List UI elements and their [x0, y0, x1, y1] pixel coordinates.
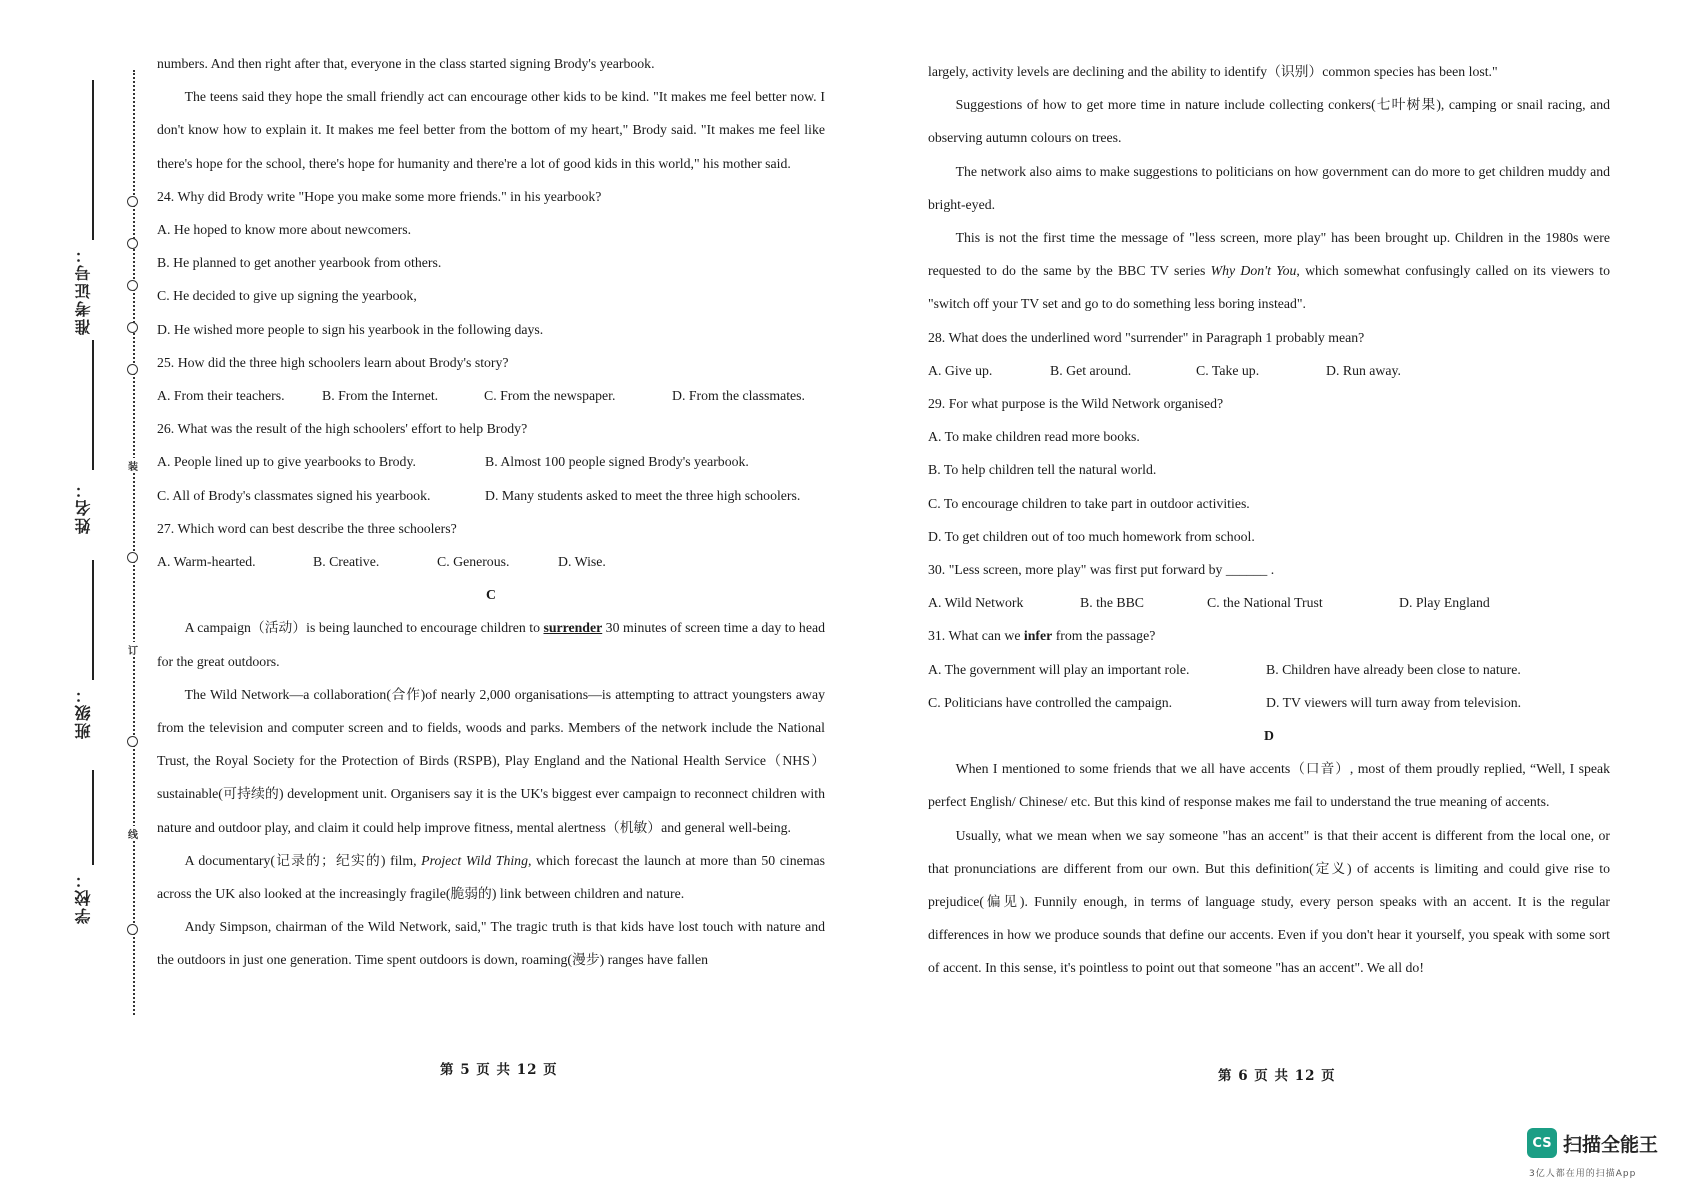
- school-line: [92, 770, 94, 865]
- q24-option-c: C. He decided to give up signing the yearbook,: [157, 288, 417, 304]
- q28-option-c: C. Take up.: [1196, 362, 1260, 378]
- q29-option-d: D. To get children out of too much homework from school.: [928, 528, 1255, 544]
- id-number-line: [92, 80, 94, 240]
- binding-hole: [127, 924, 138, 935]
- q24-option-a: A. He hoped to know more about newcomers.: [157, 222, 412, 238]
- cut-mark-ding: 订: [128, 642, 138, 657]
- camscanner-logo: CS: [1527, 1128, 1557, 1158]
- q28-option-d: D. Run away.: [1326, 362, 1401, 378]
- q26-option-c: C. All of Brody's classmates signed his yearbook.: [157, 487, 431, 503]
- passage-c-paragraph-2: The Wild Network—a collaboration(合作)of nearly 2,000 organisations—is attempting to attract youngsters away from the television and computer screen and to fields, woods and parks. Members of the network include the National Trust, the Royal Society for the Protection of Birds (RSPB), Play England and the National Health Service（NHS）sustainable(可持续的) development unit. Organisers say it is the UK's biggest ever campaign to reconnect children with nature and outdoor play, and claim it could help improve fitness, mental alertness（机敏）and general well-being.: [157, 686, 825, 835]
- passage-b-paragraph: The teens said they hope the small friendly act can encourage other kids to be kind. "It makes me feel better now. I don't know how to explain it. It makes me feel better from the bottom of my heart," Brody said. "It makes me feel like there's hope for the school, there's hope for humanity and there're a lot of good kids in this world," his mother said.: [157, 89, 825, 171]
- q27-option-d: D. Wise.: [558, 554, 606, 570]
- binding-margin: [0, 0, 150, 1190]
- page-footer-left: 第 5 页 共 12 页: [440, 1062, 558, 1078]
- passage-c-paragraph-7: [928, 221, 1610, 321]
- q27-stem: 27. Which word can best describe the three schoolers?: [157, 520, 457, 536]
- p7-text-post: , which somewhat confusingly called on its viewers to "switch off your TV set and go to do something less boring instead".: [928, 263, 1610, 312]
- q31-option-d: D. TV viewers will turn away from television.: [1266, 694, 1522, 710]
- q31-option-b: B. Children have already been close to nature.: [1266, 661, 1521, 677]
- q27-options: [157, 545, 825, 578]
- q28-option-b: B. Get around.: [1050, 362, 1132, 378]
- q25-option-d: D. From the classmates.: [672, 388, 805, 404]
- passage-c-paragraph-3: [157, 844, 825, 910]
- exam-id-label: 准考证号：: [74, 245, 93, 335]
- q27-option-c: C. Generous.: [437, 554, 510, 570]
- q27-option-a: A. Warm-hearted.: [157, 554, 256, 570]
- binding-hole: [127, 280, 138, 291]
- cut-mark-zhuang: 装: [128, 458, 138, 473]
- q25-stem: 25. How did the three high schoolers learn about Brody's story?: [157, 354, 509, 370]
- p3-text-pre: A documentary(记录的；纪实的) film,: [184, 852, 422, 868]
- p7-text-pre: This is not the first time the message of "less screen, more play" has been brought up. Children in the 1980s were requested to do the same by the BBC TV series: [928, 230, 1610, 279]
- q31-option-a: A. The government will play an important role.: [928, 661, 1190, 677]
- brand-tagline: 3亿人都在用的扫描App: [1529, 1169, 1637, 1179]
- passage-d-paragraph-1: When I mentioned to some friends that we all have accents（口音）, most of them proudly replied, “Well, I speak perfect English/ Chinese/ etc. But this kind of response makes me fail to understand the true meaning of accents.: [928, 761, 1610, 810]
- p1-text-pre: A campaign（活动）is being launched to encourage children to: [184, 620, 544, 636]
- page-footer-right: 第 6 页 共 12 页: [1218, 1068, 1336, 1084]
- q28-stem: 28. What does the underlined word "surrender" in Paragraph 1 probably mean?: [928, 329, 1365, 345]
- q29-stem: 29. For what purpose is the Wild Network organised?: [928, 396, 1224, 412]
- q25-options: [157, 379, 825, 412]
- q26-stem: 26. What was the result of the high schoolers' effort to help Brody?: [157, 421, 528, 437]
- q26-option-a: A. People lined up to give yearbooks to Brody.: [157, 454, 416, 470]
- underlined-word-surrender: surrender: [543, 620, 603, 636]
- q25-option-a: A. From their teachers.: [157, 388, 285, 404]
- section-c-heading: C: [486, 587, 496, 603]
- q31-options-cd: [928, 686, 1610, 719]
- q28-options: [928, 354, 1610, 387]
- q25-option-b: B. From the Internet.: [322, 388, 439, 404]
- p1-text-post: 30 minutes of screen time a day to head for the great outdoors.: [157, 620, 825, 669]
- q26-option-b: B. Almost 100 people signed Brody's yearbook.: [485, 454, 749, 470]
- class-line: [92, 560, 94, 680]
- binding-hole: [127, 196, 138, 207]
- q28-option-a: A. Give up.: [928, 362, 993, 378]
- q31-stem-bold: infer: [1023, 628, 1053, 644]
- q31-options-ab: [928, 653, 1610, 686]
- q29-option-b: B. To help children tell the natural world.: [928, 462, 1157, 478]
- binding-hole: [127, 322, 138, 333]
- passage-c-paragraph-6: The network also aims to make suggestions to politicians on how government can do more to get children muddy and bright-eyed.: [928, 163, 1610, 212]
- q30-options: [928, 586, 1610, 619]
- q31-option-c: C. Politicians have controlled the campaign.: [928, 694, 1173, 710]
- film-title: Project Wild Thing: [421, 852, 528, 868]
- passage-c-continued: largely, activity levels are declining and the ability to identify（识别）common species has been lost.": [928, 64, 1498, 79]
- q26-options-ab: [157, 445, 825, 478]
- binding-hole: [127, 736, 138, 747]
- q26-option-d: D. Many students asked to meet the three high schoolers.: [485, 487, 801, 503]
- q24-option-b: B. He planned to get another yearbook from others.: [157, 255, 442, 271]
- q29-option-c: C. To encourage children to take part in outdoor activities.: [928, 495, 1250, 511]
- q30-option-d: D. Play England: [1399, 595, 1490, 611]
- passage-d-paragraph-2: Usually, what we mean when we say someone "has an accent" is that their accent is different from the local one, or that pronunciations are different from our own. But this definition(定义) of accents is limiting and could give rise to prejudice(偏见). Funnily enough, in terms of language study, every person speaks with an accent. It is the regular differences in how we produce sounds that define our accents. Even if you don't hear it yourself, you speak with some sort of accent. In this sense, it's pointless to point out that someone "has an accent". We all do!: [928, 827, 1610, 976]
- q30-stem: 30. "Less screen, more play" was first put forward by ______ .: [928, 562, 1275, 578]
- brand-name: 扫描全能王: [1563, 1134, 1659, 1156]
- school-label: 学校：: [74, 870, 93, 924]
- name-label: 姓名：: [74, 480, 93, 534]
- passage-b-end: numbers. And then right after that, everyone in the class started signing Brody's yearbook.: [157, 56, 655, 71]
- section-d-heading: D: [1264, 728, 1274, 744]
- q27-option-b: B. Creative.: [313, 554, 380, 570]
- cut-line: [133, 70, 135, 1015]
- passage-c-paragraph-1: [157, 611, 825, 677]
- binding-hole: [127, 364, 138, 375]
- q31-stem-pre: 31. What can we: [928, 628, 1024, 644]
- q29-option-a: A. To make children read more books.: [928, 429, 1140, 445]
- tv-series-title: Why Don't You: [1210, 263, 1297, 279]
- class-label: 班级：: [74, 685, 93, 739]
- q30-option-c: C. the National Trust: [1207, 595, 1323, 611]
- p3-text-post: , which forecast the launch at more than 50 cinemas across the UK also looked at the increasingly fragile(脆弱的) link between children and nature.: [157, 852, 826, 902]
- binding-hole: [127, 552, 138, 563]
- q30-option-b: B. the BBC: [1080, 595, 1145, 611]
- binding-hole: [127, 238, 138, 249]
- q24-stem: 24. Why did Brody write "Hope you make some more friends." in his yearbook?: [157, 188, 602, 204]
- name-line: [92, 340, 94, 470]
- scanner-watermark: [1527, 1128, 1677, 1188]
- right-column: [928, 55, 1610, 985]
- passage-c-paragraph-5: Suggestions of how to get more time in nature include collecting conkers(七叶树果), camping or snail racing, and observing autumn colours on trees.: [928, 97, 1610, 146]
- q24-option-d: D. He wished more people to sign his yearbook in the following days.: [157, 321, 544, 337]
- q31-stem: [928, 619, 1610, 652]
- cut-mark-xian: 线: [128, 826, 138, 841]
- left-column: [157, 47, 825, 977]
- q30-option-a: A. Wild Network: [928, 595, 1024, 611]
- q31-stem-post: from the passage?: [1052, 628, 1156, 644]
- q25-option-c: C. From the newspaper.: [484, 388, 616, 404]
- passage-c-paragraph-4: Andy Simpson, chairman of the Wild Network, said," The tragic truth is that kids have lost touch with nature and the outdoors in just one generation. Time spent outdoors is down, roaming(漫步) ranges have fallen: [157, 919, 825, 968]
- q26-options-cd: [157, 479, 825, 512]
